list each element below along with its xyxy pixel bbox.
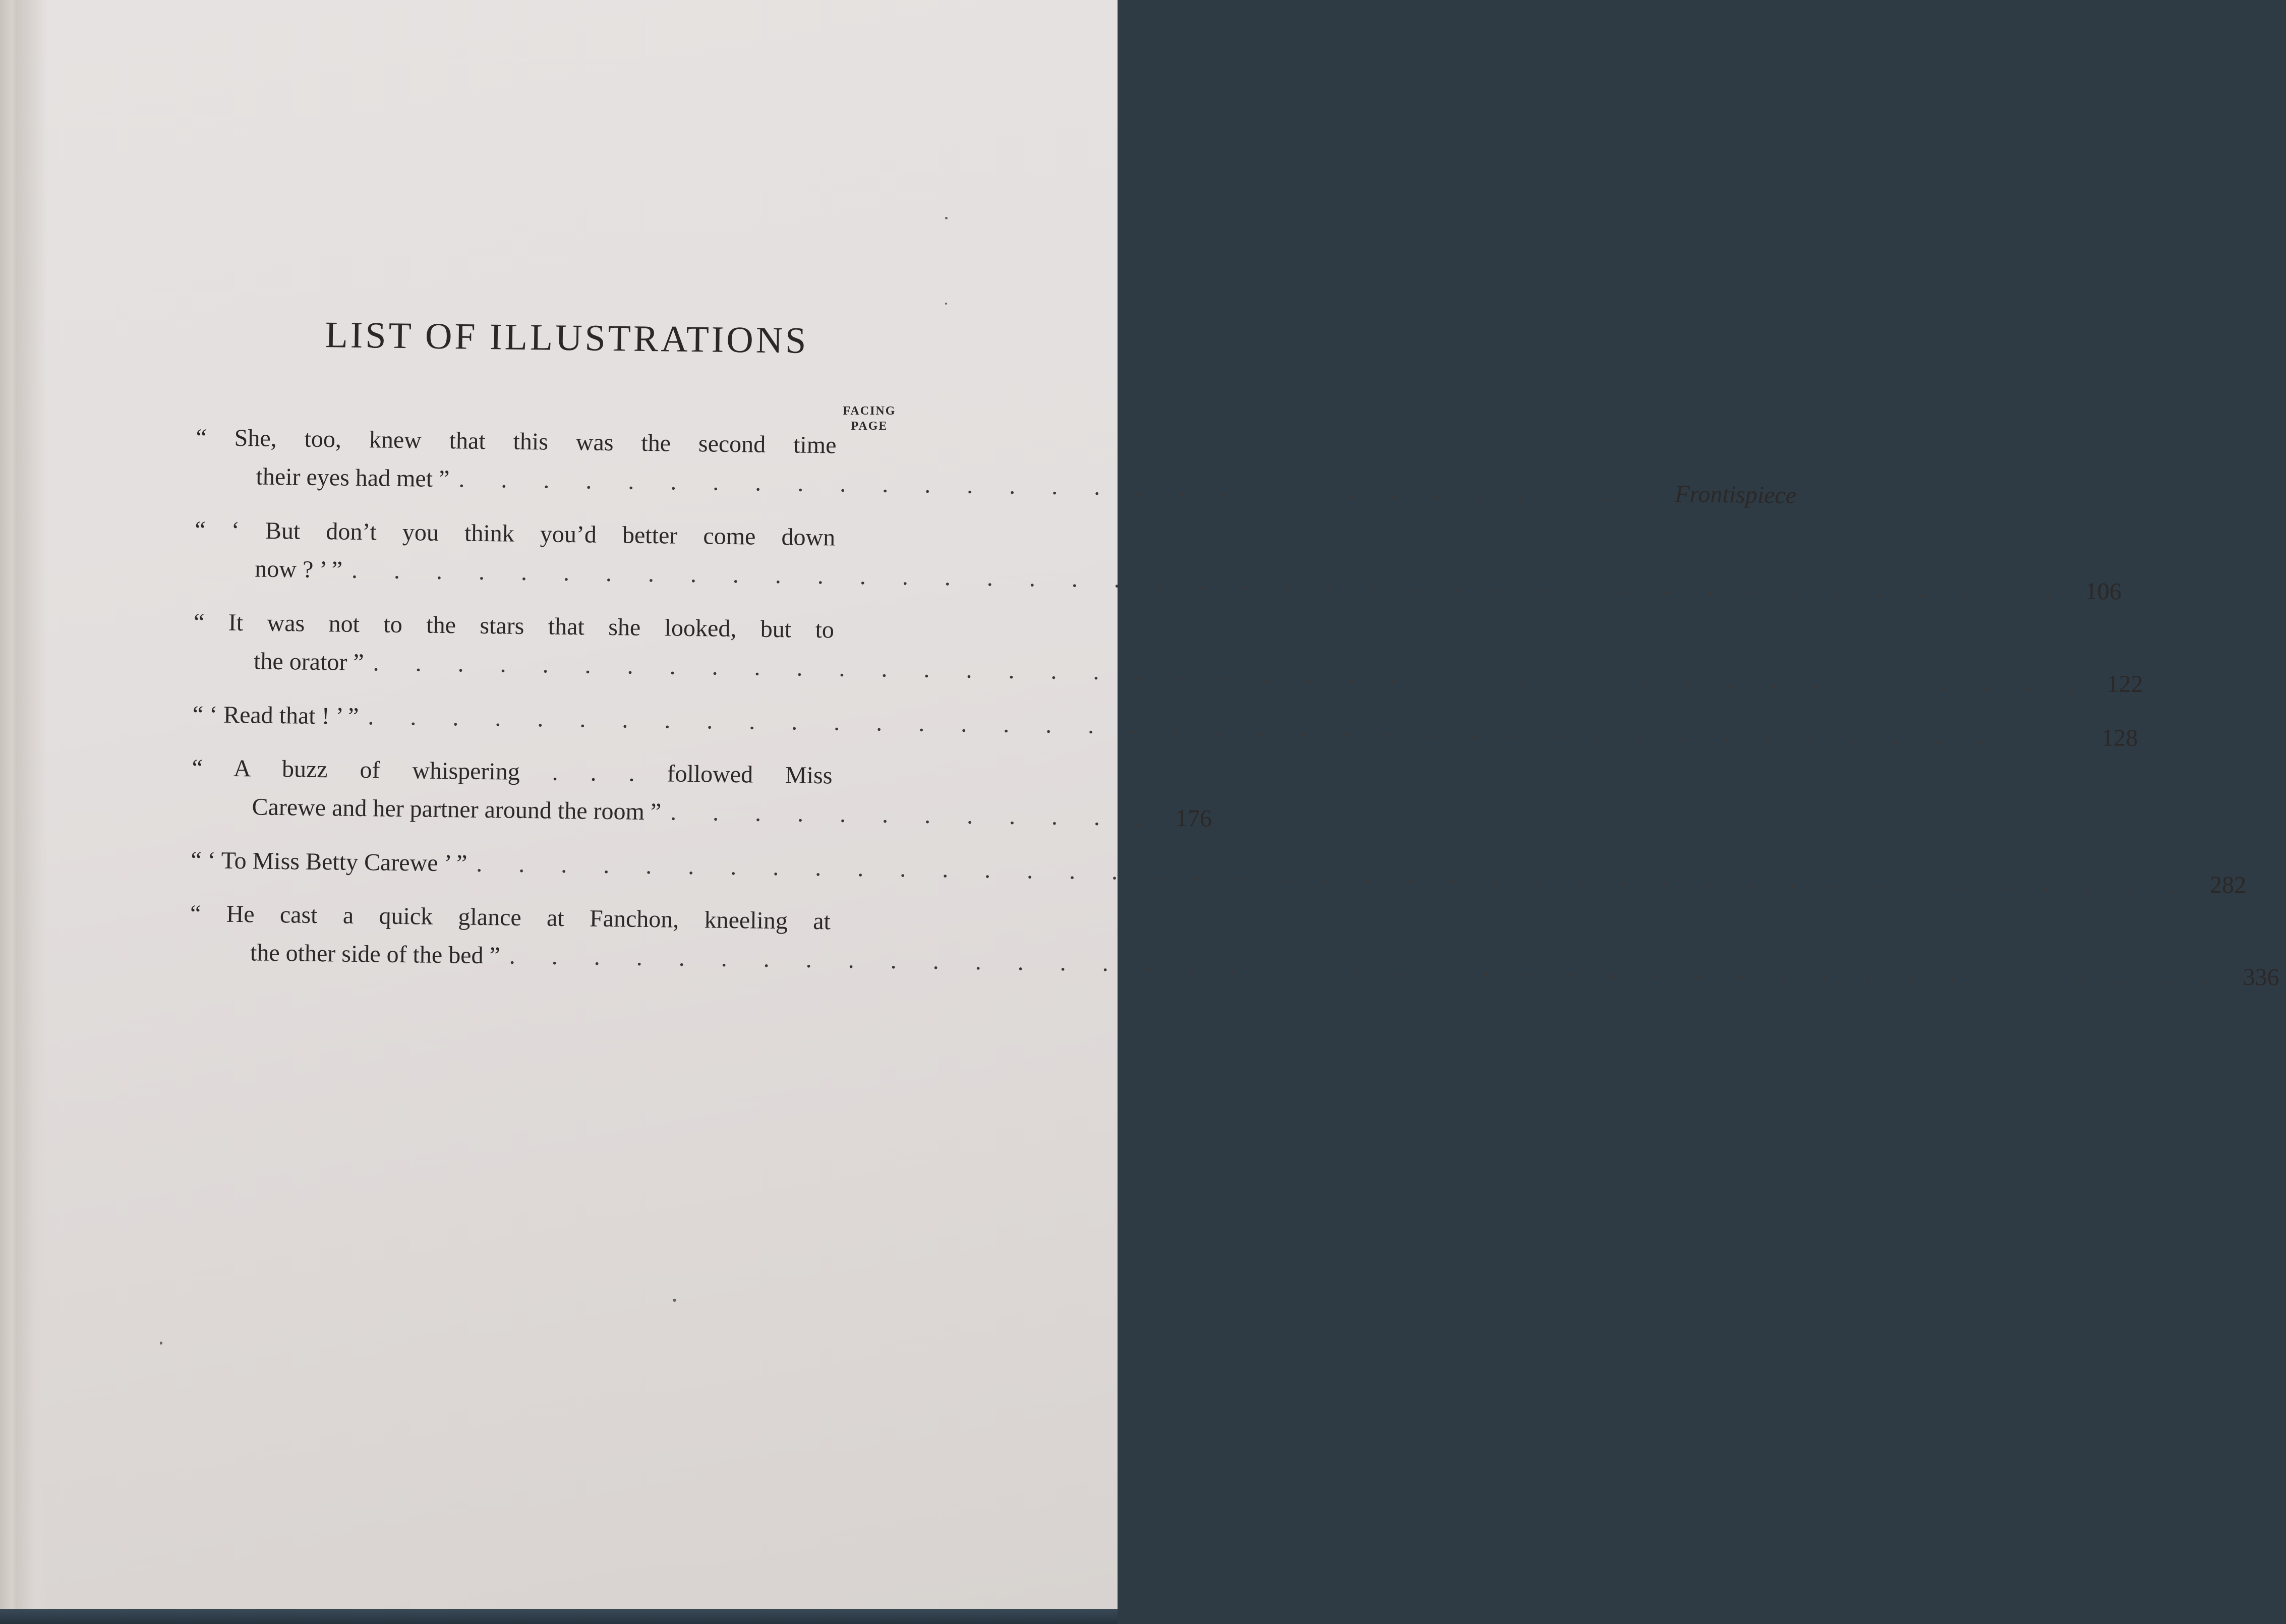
entry-caption-line1: “ He cast a quick glance at Fanchon, kneeling at — [190, 900, 831, 935]
entry-page: 122 — [2106, 670, 2143, 698]
entry-page: 106 — [2085, 577, 2122, 605]
entry-caption-line2: the orator ” — [253, 648, 365, 676]
entry-caption-line2: the other side of the bed ” — [250, 939, 501, 969]
entry-caption-line2: Carewe and her partner around the room ” — [252, 793, 662, 826]
leader-dots: . . . . . . . . . . . . — [670, 798, 1158, 832]
entry-caption-line2: now ? ’ ” — [255, 555, 343, 584]
list-item — [195, 419, 1797, 509]
list-item — [194, 511, 2122, 605]
entry-caption-line1: “ It was not to the stars that she looked, but to — [193, 608, 835, 644]
leader-dots: . . . . . . . . . . . . . . . . . . . . . . . . . . . . . . . . . . . . . . . . . — [351, 556, 2068, 605]
background-surface — [0, 1609, 1118, 1624]
entry-caption-line1: “ ‘ Read that ! ’ ” — [192, 701, 359, 730]
entry-caption-line1: “ A buzz of whispering . . . followed Miss — [192, 754, 833, 789]
illustration-list — [190, 419, 2279, 991]
facing-label-line2: PAGE — [851, 420, 888, 433]
list-item — [192, 695, 2138, 752]
leader-dots: . . . . . . . . . . . . . . . . . . . . . . . . . . . . . . . . . . . . . . . . . — [368, 703, 2084, 751]
page-gutter-shadow — [17, 0, 47, 1609]
paper-speck — [673, 1299, 676, 1302]
entry-caption-line1: “ ‘ To Miss Betty Carewe ’ ” — [190, 846, 467, 877]
entry-page: 176 — [1175, 804, 1212, 832]
entry-page: Frontispiece — [1674, 480, 1797, 509]
book-page — [17, 0, 2279, 1609]
leader-dots: . . . . . . . . . . . . . . . . . . . . . . . . . . . . . . . . . . . . . . . . . — [373, 649, 2089, 697]
entry-caption-line1: “ She, too, knew that this was the second time — [196, 424, 837, 459]
entry-caption-line2: their eyes had met ” — [256, 463, 450, 493]
entry-page: 336 — [2243, 963, 2279, 991]
binding-edge — [0, 0, 17, 1624]
entry-page: 282 — [2209, 871, 2247, 899]
leader-dots: . . . . . . . . . . . . . . . . . . . . . . . . . . . . . . . . . . . . . . . . . — [476, 850, 2192, 898]
paper-speck — [945, 217, 948, 219]
list-item — [190, 841, 2247, 899]
entry-page: 128 — [2101, 724, 2138, 752]
leader-dots: . . . . . . . . . . . . . . . . . . . . . . . . . . . . . . . . . . . . . . . . . — [509, 942, 2225, 991]
list-item — [190, 895, 2279, 991]
leader-dots: . . . . . . . . . . . . . . . . . . . . . . . . . . . . . — [458, 466, 1666, 507]
list-item — [191, 749, 1212, 834]
paper-speck — [160, 1342, 162, 1345]
page-title: LIST OF ILLUSTRATIONS — [325, 314, 809, 362]
paper-speck — [945, 303, 947, 305]
list-item — [193, 603, 2143, 698]
facing-label-line1: FACING — [843, 404, 896, 418]
entry-caption-line1: “ ‘ But don’t you think you’d better come down — [194, 516, 836, 551]
